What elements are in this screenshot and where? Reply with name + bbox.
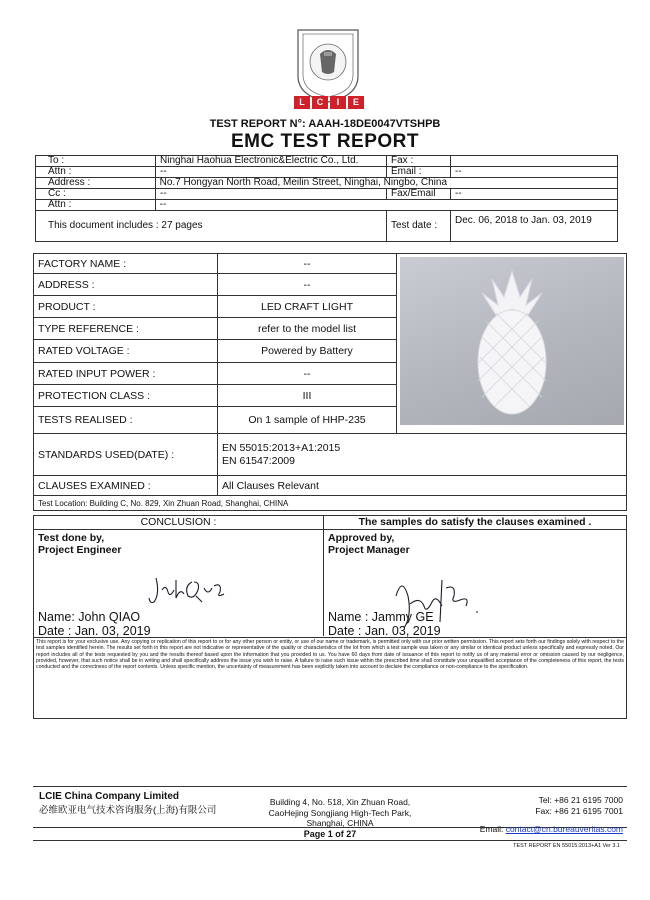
- engineer-date: Date : Jan. 03, 2019: [38, 624, 151, 638]
- attn-row: Attn : -- Email : --: [36, 167, 617, 178]
- pages-row: This document includes : 27 pages Test date : Dec. 06, 2018 to Jan. 03, 2019: [36, 211, 617, 241]
- signature-section: [33, 530, 627, 638]
- rated-power-row: RATED INPUT POWER : --: [34, 363, 396, 385]
- footer-address: Building 4, No. 518, Xin Zhuan Road, CaoHejing Songjiang High-Tech Park, Shanghai, CHINA: [268, 797, 412, 828]
- footer-fax: Fax: +86 21 6195 7001: [535, 805, 623, 816]
- recipient-table: [35, 155, 618, 242]
- address-row: ADDRESS : --: [34, 274, 396, 296]
- type-reference-row: TYPE REFERENCE : refer to the model list: [34, 318, 396, 340]
- product-photo-cell: [396, 254, 626, 434]
- tests-realised-row: TESTS REALISED : On 1 sample of HHP-235: [34, 407, 396, 434]
- product-table: [33, 253, 627, 511]
- product-row: PRODUCT : LED CRAFT LIGHT: [34, 296, 396, 318]
- lcie-logo: L C I E: [294, 96, 364, 109]
- engineer-signature-image: [146, 572, 241, 612]
- conclusion-label: CONCLUSION :: [34, 516, 324, 529]
- cc-row: Cc : -- Fax/Email --: [36, 189, 617, 200]
- conclusion-row: [33, 515, 627, 530]
- factory-row: FACTORY NAME : --: [34, 254, 396, 274]
- manager-name: Name : Jammy GE: [328, 610, 434, 624]
- rated-voltage-row: RATED VOLTAGE : Powered by Battery: [34, 340, 396, 363]
- page-title: EMC TEST REPORT: [230, 131, 419, 152]
- footer-company: LCIE China Company Limited: [39, 791, 180, 802]
- report-number: TEST REPORT N°: AAAH-18DE0047VTSHPB: [209, 118, 441, 130]
- page-number: Page 1 of 27: [33, 828, 627, 841]
- footer-email-link[interactable]: contact@cn.bureauveritas.com: [505, 824, 623, 834]
- form-version: TEST REPORT EN 55015:2013+A1 Ver 3.1: [513, 843, 620, 849]
- to-row: To : Ninghai Haohua Electronic&Electric Co., Ltd. Fax :: [36, 156, 617, 167]
- address-row: Address : No.7 Hongyan North Road, Meilin Street, Ninghai, Ningbo, China: [36, 178, 617, 189]
- product-photo: [400, 257, 624, 425]
- conclusion-value: The samples do satisfy the clauses examined .: [358, 516, 592, 528]
- engineer-name: Name: John QIAO: [38, 610, 141, 624]
- standard-1: EN 55015:2013+A1:2015: [222, 441, 341, 454]
- standards-row: STANDARDS USED(DATE) : EN 55015:2013+A1:2015 EN 61547:2009: [34, 434, 626, 476]
- protection-class-row: PROTECTION CLASS : III: [34, 385, 396, 407]
- pineapple-light-image: [400, 257, 624, 425]
- footer-contacts: Tel: +86 21 6195 7000 Fax: +86 21 6195 7001 Email: contact@cn.bureauveritas.com: [433, 795, 623, 835]
- test-location: Test Location: Building C, No. 829, Xin Zhuan Road, Shanghai, CHINA: [38, 499, 289, 508]
- legal-disclaimer: This report is for your exclusive use. Any copying or replication of this report to or for any other person or entity, or use of our name or trademark, is permitted only with our prior written permission. This report sets forth our findings solely with respect to the test samples identified herein. The results set forth in this report are not indicative or representative of the quality or characteristics of the lot from which a test sample was taken or any similar or identical product unless specifically and expressly noted. Our report includes all of the tests requested by you and the results thereof based upon the information that you provided to us. You have 60 days from date of issuance of this report to notify us of any material error or omission caused by our negligence, provided, however, that such notice shall be in writing and shall specifically address the issue you wish to raise. A failure to raise such issue within the prescribed time shall constitute your unqualified acceptance of the completeness of this report, the tests conducted and the correctness of the report contents. Unless specific mention, the uncertainty of measurement has been explicitly taken into account to declare the compliance or non-compliance to the specification.: [33, 638, 627, 719]
- footer-tel: Tel: +86 21 6195 7000: [538, 795, 623, 805]
- standard-2: EN 61547:2009: [222, 454, 295, 467]
- footer-company-cn: 必维欧亚电气技术咨询服务(上海)有限公司: [39, 805, 217, 816]
- manager-block: Approved by, Project Manager Name : Jammy GE Date : Jan. 03, 2019: [324, 530, 626, 636]
- clauses-row: CLAUSES EXAMINED : All Clauses Relevant: [34, 476, 626, 496]
- attn2-row: Attn : --: [36, 200, 617, 211]
- manager-date: Date : Jan. 03, 2019: [328, 624, 441, 638]
- test-engineer-block: Test done by, Project Engineer Name: John QIAO Date : Jan. 03, 2019: [34, 530, 324, 636]
